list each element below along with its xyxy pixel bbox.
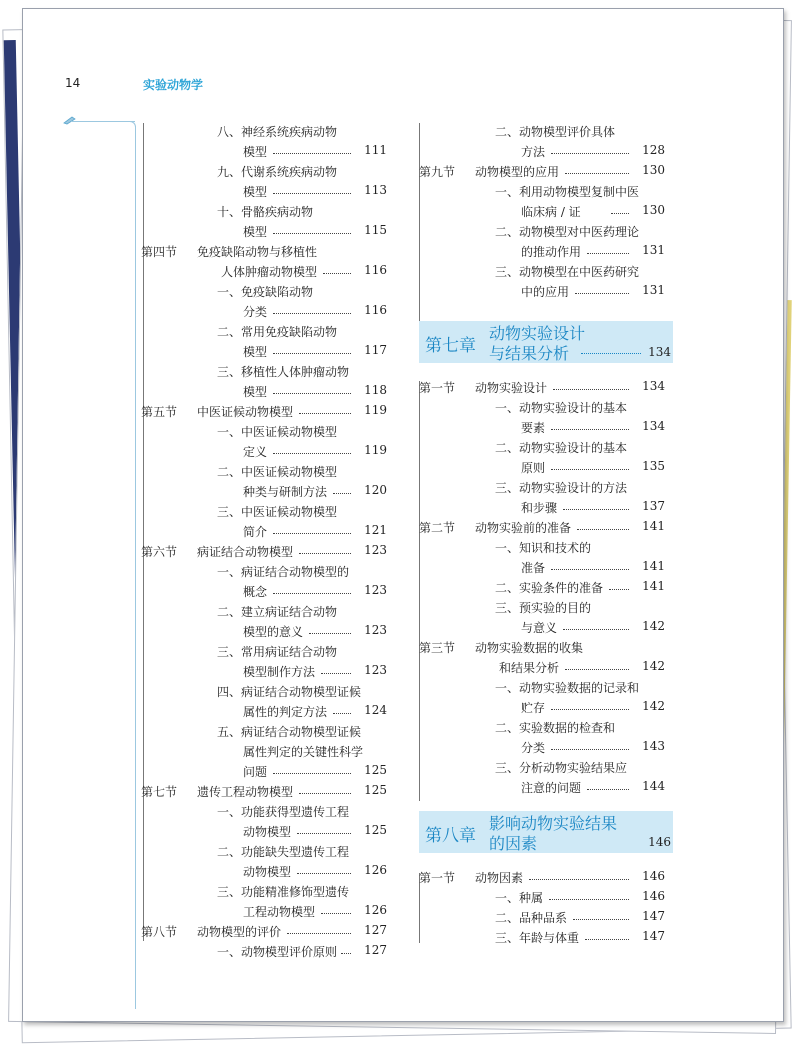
leader-dots: [563, 629, 629, 630]
leader-dots: [297, 833, 351, 834]
leader-dots: [299, 413, 351, 414]
toc-subsection-entry[interactable]: [171, 203, 401, 243]
toc-subsection-entry[interactable]: [171, 883, 401, 923]
leader-dots: [297, 873, 351, 874]
leader-dots: [551, 469, 629, 470]
section-number: 第二节: [419, 521, 456, 535]
entry-page-number: 146: [642, 869, 665, 883]
entry-title-line: 准备: [521, 561, 546, 575]
toc-subsection-entry[interactable]: [449, 123, 679, 163]
chapter-title-line2: 与结果分析: [489, 344, 570, 363]
entry-page-number: 124: [364, 703, 387, 717]
entry-title-line: 病证结合动物模型: [197, 545, 294, 559]
entry-title-line: 概念: [243, 585, 268, 599]
leader-dots: [551, 749, 629, 750]
entry-page-number: 123: [364, 663, 387, 677]
toc-subsection-entry[interactable]: [449, 223, 679, 263]
entry-title-line: 三、动物实验设计的方法: [495, 481, 628, 495]
entry-page-number: 141: [642, 519, 665, 533]
leader-dots: [573, 919, 629, 920]
right-column-rule-1: [419, 123, 420, 347]
entry-page-number: 127: [364, 943, 387, 957]
pen-icon: [63, 115, 77, 125]
leader-dots: [273, 773, 351, 774]
entry-title-line: 一、利用动物模型复制中医: [495, 185, 640, 199]
leader-dots: [299, 553, 351, 554]
entry-title-line: 一、动物实验数据的记录和: [495, 681, 640, 695]
entry-title-line: 二、动物模型评价具体: [495, 125, 616, 139]
entry-page-number: 121: [364, 523, 387, 537]
entry-title-line: 二、常用免疫缺陷动物: [217, 325, 338, 339]
entry-title-line: 属性的判定方法: [243, 705, 328, 719]
leader-dots: [565, 669, 629, 670]
leader-dots: [321, 913, 351, 914]
toc-section-entry[interactable]: [141, 543, 401, 563]
entry-title-line: 模型的意义: [243, 625, 304, 639]
toc-subsection-entry[interactable]: [449, 479, 679, 519]
leader-dots: [587, 789, 629, 790]
toc-section-entry[interactable]: [141, 923, 401, 943]
entry-page-number: 125: [364, 823, 387, 837]
toc-subsection-entry[interactable]: [449, 579, 679, 599]
toc-subsection-entry[interactable]: [449, 889, 679, 909]
leader-dots: [585, 939, 629, 940]
section-number: 第七节: [141, 785, 178, 799]
toc-subsection-entry[interactable]: [171, 643, 401, 683]
toc-subsection-entry[interactable]: [171, 843, 401, 883]
entry-title-line: 二、动物模型对中医药理论: [495, 225, 640, 239]
entry-title-line: 贮存: [521, 701, 546, 715]
entry-title-line: 动物模型的评价: [197, 925, 282, 939]
leader-dots: [551, 569, 629, 570]
entry-title-line: 一、动物模型评价原则: [217, 945, 338, 959]
entry-title-line: 三、年龄与体重: [495, 931, 580, 945]
leader-dots: [273, 153, 351, 154]
entry-title-line: 动物实验前的准备: [475, 521, 572, 535]
section-number: 第三节: [419, 641, 456, 655]
toc-section-entry[interactable]: [141, 403, 401, 423]
entry-title-line: 三、移植性人体肿瘤动物: [217, 365, 350, 379]
entry-page-number: 147: [642, 929, 665, 943]
entry-page-number: 113: [364, 183, 387, 197]
entry-page-number: 130: [642, 163, 665, 177]
toc-section-entry[interactable]: [419, 163, 679, 183]
leader-dots: [551, 153, 629, 154]
leader-dots: [273, 233, 351, 234]
entry-title-line: 三、常用病证结合动物: [217, 645, 338, 659]
leader-dots: [611, 213, 629, 214]
entry-title-line: 分类: [521, 741, 546, 755]
leader-dots: [551, 429, 629, 430]
entry-page-number: 134: [642, 419, 665, 433]
leader-dots: [565, 173, 629, 174]
entry-page-number: 116: [364, 263, 387, 277]
entry-page-number: 119: [364, 443, 387, 457]
toc-subsection-entry[interactable]: [449, 759, 679, 799]
entry-title-line: 一、功能获得型遗传工程: [217, 805, 350, 819]
entry-title-line: 二、实验条件的准备: [495, 581, 604, 595]
toc-section-entry[interactable]: [419, 379, 679, 399]
right-column-rule-2: [419, 381, 420, 801]
toc-subsection-entry[interactable]: [171, 363, 401, 403]
leader-dots: [575, 293, 629, 294]
entry-page-number: 137: [642, 499, 665, 513]
margin-rule: [135, 129, 136, 1009]
entry-title-line: 简介: [243, 525, 268, 539]
entry-title-line: 二、品种品系: [495, 911, 568, 925]
entry-title-line: 三、动物模型在中医药研究: [495, 265, 640, 279]
toc-subsection-entry[interactable]: [449, 909, 679, 929]
chapter-7-heading: [419, 321, 673, 363]
entry-title-line: 三、分析动物实验结果应: [495, 761, 628, 775]
leader-dots: [321, 673, 351, 674]
chapter-title-line1: 影响动物实验结果: [489, 814, 618, 833]
entry-page-number: 135: [642, 459, 665, 473]
entry-page-number: 141: [642, 559, 665, 573]
entry-page-number: 125: [364, 763, 387, 777]
entry-title-line: 原则: [521, 461, 546, 475]
leader-dots: [529, 879, 629, 880]
entry-title-line: 三、中医证候动物模型: [217, 505, 338, 519]
leader-dots: [273, 593, 351, 594]
toc-subsection-entry[interactable]: [171, 563, 401, 603]
chapter-title-line1: 动物实验设计: [489, 324, 586, 343]
entry-title-line: 三、功能精准修饰型遗传: [217, 885, 350, 899]
entry-page-number: 118: [364, 383, 387, 397]
chapter-number: 第八章: [425, 826, 476, 846]
entry-title-line: 要素: [521, 421, 546, 435]
entry-page-number: 123: [364, 623, 387, 637]
entry-title-line: 五、病证结合动物模型证候: [217, 725, 362, 739]
entry-title-line: 种类与研制方法: [243, 485, 328, 499]
page-number: 14: [65, 76, 81, 90]
toc-section-entry[interactable]: [141, 243, 401, 283]
entry-page-number: 119: [364, 403, 387, 417]
entry-title-line: 动物实验数据的收集: [475, 641, 584, 655]
entry-title-line: 临床病 / 证: [521, 205, 581, 219]
entry-page-number: 144: [642, 779, 665, 793]
leader-dots: [273, 533, 351, 534]
entry-page-number: 120: [364, 483, 387, 497]
chapter-number: 第七章: [425, 336, 476, 356]
entry-page-number: 142: [642, 699, 665, 713]
entry-title-line: 模型制作方法: [243, 665, 316, 679]
leader-dots: [309, 633, 351, 634]
leader-dots: [273, 453, 351, 454]
entry-page-number: 116: [364, 303, 387, 317]
entry-title-line: 动物模型的应用: [475, 165, 560, 179]
leader-dots: [273, 393, 351, 394]
entry-title-line: 模型: [243, 185, 268, 199]
section-number: 第四节: [141, 245, 178, 259]
section-number: 第一节: [419, 381, 456, 395]
entry-page-number: 128: [642, 143, 665, 157]
entry-page-number: 147: [642, 909, 665, 923]
toc-subsection-entry[interactable]: [171, 603, 401, 643]
leader-dots: [333, 713, 351, 714]
entry-title-line: 模型: [243, 345, 268, 359]
section-number: 第五节: [141, 405, 178, 419]
entry-page-number: 111: [364, 143, 387, 157]
entry-page-number: 142: [642, 659, 665, 673]
entry-title-line: 二、建立病证结合动物: [217, 605, 338, 619]
entry-page-number: 115: [364, 223, 387, 237]
entry-title-line: 的推动作用: [521, 245, 582, 259]
toc-section-entry[interactable]: [141, 783, 401, 803]
entry-title-line: 和步骤: [521, 501, 558, 515]
entry-page-number: 130: [642, 203, 665, 217]
entry-title-line: 问题: [243, 765, 268, 779]
toc-subsection-entry[interactable]: [449, 439, 679, 479]
entry-title-line: 十、骨骼疾病动物: [217, 205, 314, 219]
toc-subsection-entry[interactable]: [449, 679, 679, 719]
leader-dots: [341, 953, 351, 954]
entry-title-line: 动物模型: [243, 865, 292, 879]
leader-dots: [553, 389, 629, 390]
toc-subsection-entry[interactable]: [171, 683, 401, 723]
toc-subsection-entry[interactable]: [449, 929, 679, 949]
chapter-title-line2: 的因素: [489, 834, 538, 853]
running-header: 实验动物学: [143, 78, 204, 92]
entry-title-line: 模型: [243, 225, 268, 239]
toc-subsection-entry[interactable]: [171, 123, 401, 163]
entry-page-number: 123: [364, 543, 387, 557]
section-number: 第九节: [419, 165, 456, 179]
entry-page-number: 127: [364, 923, 387, 937]
entry-title-line: 与意义: [521, 621, 558, 635]
book-page: [22, 8, 784, 1022]
leader-dots: [587, 253, 629, 254]
toc-subsection-entry[interactable]: [449, 183, 679, 223]
toc-subsection-entry[interactable]: [171, 323, 401, 363]
entry-title-line: 三、预实验的目的: [495, 601, 592, 615]
entry-title-line: 免疫缺陷动物与移植性: [197, 245, 318, 259]
toc-subsection-entry[interactable]: [171, 423, 401, 463]
section-number: 第一节: [419, 871, 456, 885]
leader-dots: [577, 529, 629, 530]
leader-dots: [273, 193, 351, 194]
entry-title-line: 遗传工程动物模型: [197, 785, 294, 799]
entry-page-number: 143: [642, 739, 665, 753]
entry-page-number: 125: [364, 783, 387, 797]
entry-page-number: 141: [642, 579, 665, 593]
entry-title-line: 九、代谢系统疾病动物: [217, 165, 338, 179]
entry-title-line: 方法: [521, 145, 546, 159]
leader-dots: [581, 353, 641, 354]
entry-title-line: 分类: [243, 305, 268, 319]
entry-title-line: 人体肿瘤动物模型: [221, 265, 318, 279]
entry-title-line: 二、动物实验设计的基本: [495, 441, 628, 455]
toc-subsection-entry[interactable]: [171, 463, 401, 503]
entry-title-line: 中医证候动物模型: [197, 405, 294, 419]
toc-subsection-entry[interactable]: [171, 723, 401, 783]
chapter-8-heading: [419, 811, 673, 853]
entry-title-line: 中的应用: [521, 285, 570, 299]
entry-title-line: 二、中医证候动物模型: [217, 465, 338, 479]
entry-title-line: 动物模型: [243, 825, 292, 839]
entry-title-line: 动物因素: [475, 871, 524, 885]
toc-subsection-entry[interactable]: [449, 539, 679, 579]
entry-page-number: 126: [364, 863, 387, 877]
leader-dots: [287, 933, 351, 934]
leader-dots: [333, 493, 351, 494]
leader-dots: [609, 589, 629, 590]
section-number: 第六节: [141, 545, 178, 559]
entry-title-line: 一、种属: [495, 891, 544, 905]
entry-title-line: 属性判定的关键性科学: [243, 745, 364, 759]
entry-page-number: 142: [642, 619, 665, 633]
leader-dots: [551, 709, 629, 710]
entry-page-number: 131: [642, 243, 665, 257]
entry-page-number: 146: [642, 889, 665, 903]
entry-title-line: 八、神经系统疾病动物: [217, 125, 338, 139]
entry-title-line: 一、中医证候动物模型: [217, 425, 338, 439]
entry-page-number: 134: [642, 379, 665, 393]
leader-dots: [323, 273, 351, 274]
toc-subsection-entry[interactable]: [171, 503, 401, 543]
toc-section-entry[interactable]: [419, 519, 679, 539]
toc-subsection-entry[interactable]: [449, 599, 679, 639]
toc-section-entry[interactable]: [419, 639, 679, 679]
entry-page-number: 131: [642, 283, 665, 297]
leader-dots: [299, 793, 351, 794]
entry-title-line: 一、动物实验设计的基本: [495, 401, 628, 415]
leader-dots: [273, 353, 351, 354]
leader-dots: [563, 509, 629, 510]
entry-title-line: 动物实验设计: [475, 381, 548, 395]
entry-title-line: 模型: [243, 145, 268, 159]
entry-page-number: 117: [364, 343, 387, 357]
entry-title-line: 工程动物模型: [243, 905, 316, 919]
leader-dots: [549, 899, 629, 900]
chapter-page: 146: [648, 835, 671, 849]
entry-page-number: 126: [364, 903, 387, 917]
entry-title-line: 模型: [243, 385, 268, 399]
toc-subsection-entry[interactable]: [449, 263, 679, 303]
entry-title-line: 和结果分析: [499, 661, 560, 675]
toc-subsection-entry[interactable]: [171, 943, 401, 963]
toc-subsection-entry[interactable]: [171, 163, 401, 203]
chapter-page: 134: [648, 345, 671, 359]
leader-dots: [273, 313, 351, 314]
entry-title-line: 四、病证结合动物模型证候: [217, 685, 362, 699]
toc-subsection-entry[interactable]: [449, 399, 679, 439]
entry-title-line: 二、功能缺失型遗传工程: [217, 845, 350, 859]
entry-title-line: 注意的问题: [521, 781, 582, 795]
toc-section-entry[interactable]: [419, 869, 679, 889]
entry-page-number: 123: [364, 583, 387, 597]
entry-title-line: 定义: [243, 445, 268, 459]
entry-title-line: 一、病证结合动物模型的: [217, 565, 350, 579]
toc-subsection-entry[interactable]: [449, 719, 679, 759]
entry-title-line: 二、实验数据的检查和: [495, 721, 616, 735]
toc-subsection-entry[interactable]: [171, 803, 401, 843]
entry-title-line: 一、知识和技术的: [495, 541, 592, 555]
toc-subsection-entry[interactable]: [171, 283, 401, 323]
entry-title-line: 一、免疫缺陷动物: [217, 285, 314, 299]
section-number: 第八节: [141, 925, 178, 939]
